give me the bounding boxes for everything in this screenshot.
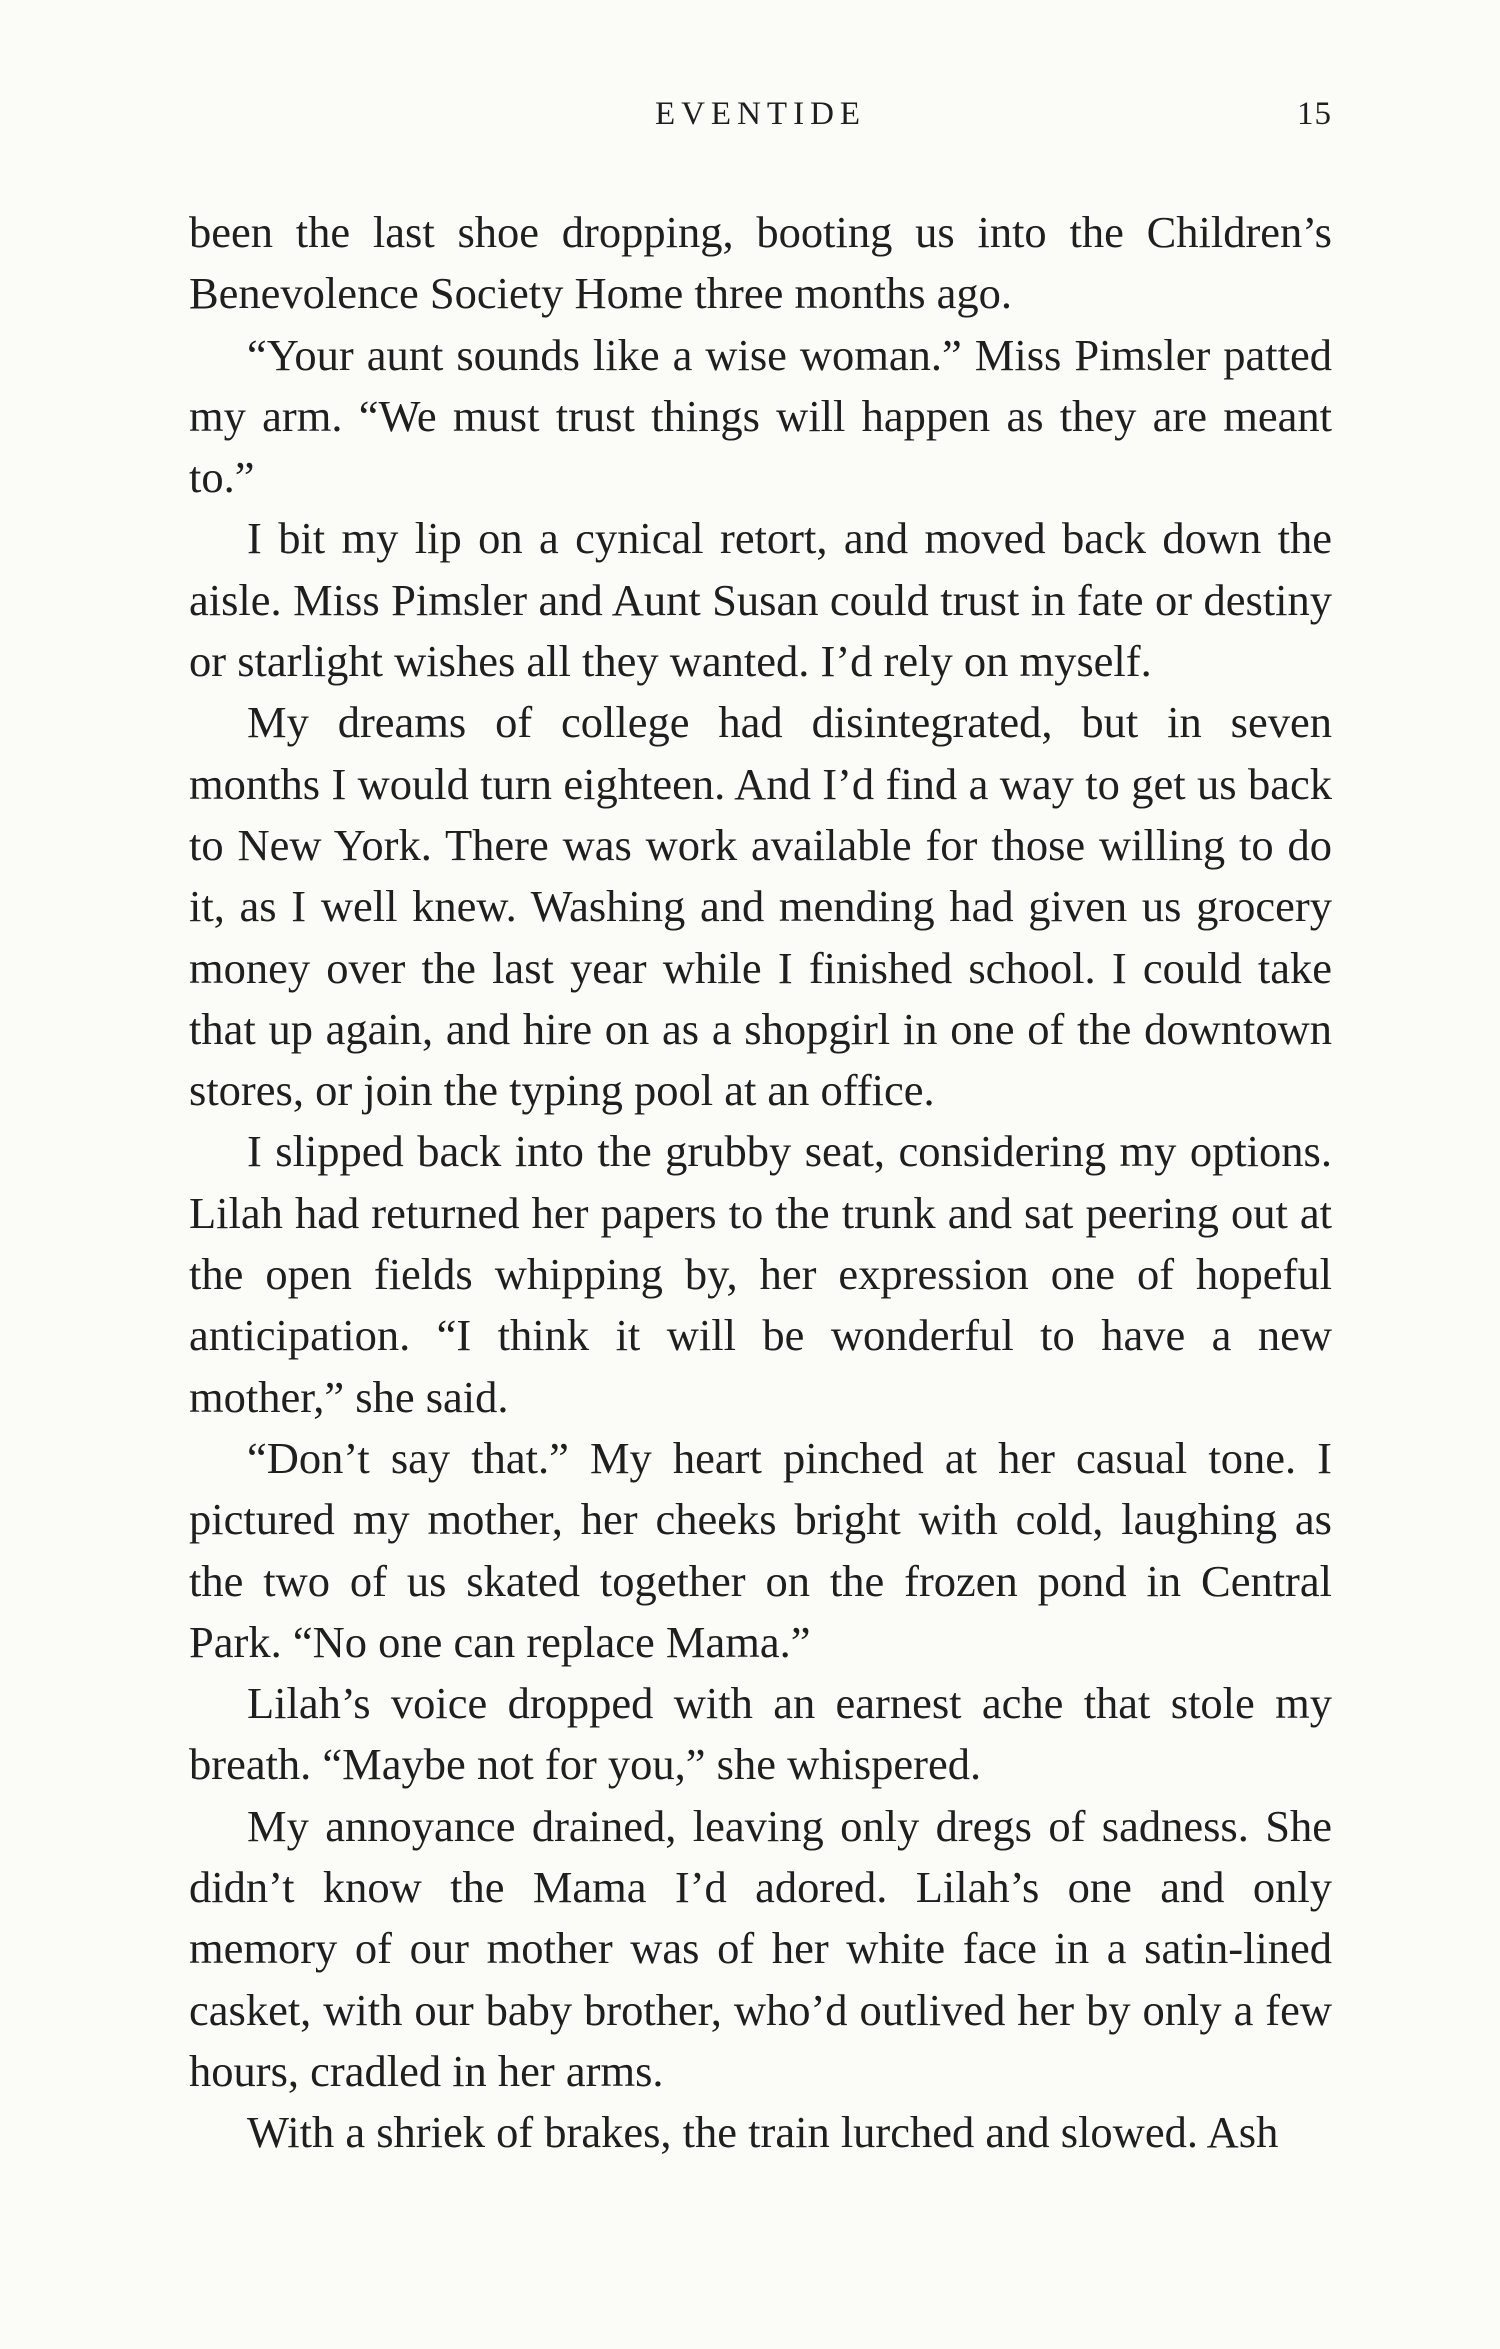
paragraph: I bit my lip on a cynical retort, and moved back down the aisle. Miss Pimsler and Aunt Susan could trust in fate or destiny or starlight wishes all they wanted. I’d rely on myself. bbox=[189, 513, 1332, 687]
body-text bbox=[189, 202, 1332, 2164]
paragraph: Lilah’s voice dropped with an earnest ache that stole my breath. “Maybe not for you,” she whispered. bbox=[189, 1678, 1332, 1790]
paragraph: My annoyance drained, leaving only dregs of sadness. She didn’t know the Mama I’d adored. Lilah’s one and only memory of our mother was of her white face in a satin-lined casket, with our baby brother, who’d outlived her by only a few hours, cradled in her arms. bbox=[189, 1800, 1332, 2096]
running-head bbox=[189, 96, 1332, 146]
paragraph: “Your aunt sounds like a wise woman.” Miss Pimsler patted my arm. “We must trust things will happen as they are meant to.” bbox=[189, 329, 1332, 503]
paragraph: I slipped back into the grubby seat, considering my options. Lilah had returned her papers to the trunk and sat peering out at the open fields whipping by, her expression one of hopeful anticipation. “I think it will be wonderful to have a new mother,” she said. bbox=[189, 1126, 1332, 1422]
book-title: EVENTIDE bbox=[654, 96, 867, 132]
paragraph: My dreams of college had disintegrated, but in seven months I would turn eighteen. And I’d find a way to get us back to New York. There was work available for those willing to do it, as I well knew. Washing and mending had given us grocery money over the last year while I finished school. I could take that up again, and hire on as a shopgirl in one of the downtown stores, or join the typing pool at an office. bbox=[189, 697, 1332, 1116]
paragraph: With a shriek of brakes, the train lurched and slowed. Ash bbox=[247, 2107, 1279, 2158]
paragraph: “Don’t say that.” My heart pinched at her casual tone. I pictured my mother, her cheeks bright with cold, laughing as the two of us skated together on the frozen pond in Central Park. “No one can replace Mama.” bbox=[189, 1432, 1332, 1667]
page-number: 15 bbox=[1297, 96, 1332, 132]
paragraph: been the last shoe dropping, booting us into the Children’s Benevolence Society Home three months ago. bbox=[189, 207, 1332, 319]
